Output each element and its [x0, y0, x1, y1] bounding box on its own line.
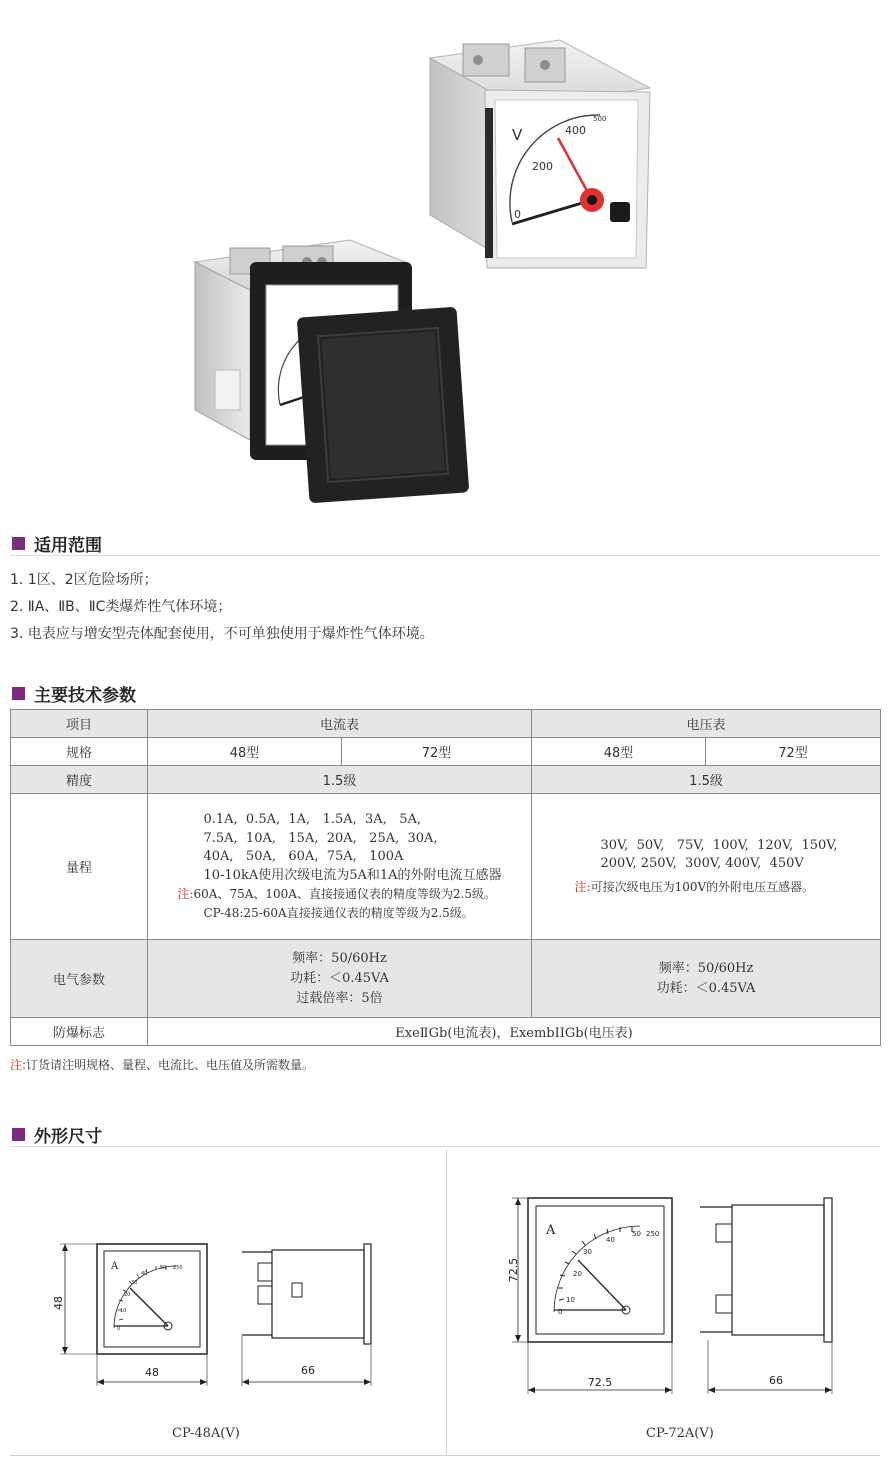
cp48-unit: A [111, 1261, 119, 1272]
row-label-electric: 电气参数 [11, 940, 148, 1018]
dims-section-header [10, 1121, 880, 1147]
cp72-width-label: 72.5 [587, 1376, 613, 1389]
scope-item: 3. 电表应与增安型壳体配套使用，不可单独使用于爆炸性气体环境。 [10, 626, 434, 642]
order-footnote-text: 订货请注明规格、量程、电流比、电压值及所需数量。 [26, 1058, 315, 1072]
dimension-drawings [10, 1150, 880, 1456]
cp72-scale-10: 10 [566, 1296, 575, 1304]
spec-cell: 72型 [342, 738, 532, 766]
range-current-line: 7.5A, 10A, 15A, 20A, 25A, 30A, [203, 830, 438, 846]
note-prefix: 注: [10, 1058, 27, 1072]
cp48-drawing [10, 1150, 446, 1455]
cp48-scale-250: 250 [173, 1265, 183, 1271]
range-current-line: 40A, 50A, 60A, 75A, 100A [203, 849, 404, 864]
scope-section-header [10, 530, 880, 556]
spec-cell: 72型 [706, 738, 881, 766]
cp72-unit: A [546, 1223, 556, 1238]
cp48-scale-40: 40 [141, 1271, 148, 1277]
cp48-scale-30: 30 [131, 1280, 138, 1286]
product-photo [0, 0, 890, 520]
section-marker-icon [12, 687, 25, 700]
electric-voltage-cell [532, 940, 881, 1018]
scope-item: 2. ⅡA、ⅡB、ⅡC类爆炸性气体环境； [10, 599, 232, 615]
small-meter-image [195, 240, 469, 503]
electric-current-line: 频率：50/60Hz [292, 950, 387, 966]
range-current-line: 10-10kA使用次级电流为5A和1A的外附电流互感器 [203, 867, 502, 883]
cp72-scale-0: 0 [558, 1308, 563, 1316]
cp48-scale-0: 0 [117, 1326, 121, 1332]
cp72-caption: CP-72A(V) [646, 1426, 714, 1441]
range-current-note-2: CP-48:25-60A直接接通仪表的精度等级为2.5级。 [203, 905, 474, 920]
range-current-note: 60A、75A、100A、直接接通仪表的精度等级为2.5级。 [193, 887, 497, 901]
note-prefix: 注: [574, 879, 591, 894]
range-voltage-line: 200V, 250V, 300V, 400V, 450V [600, 856, 804, 872]
electric-voltage-line: 功耗：＜0.45VA [656, 980, 756, 996]
spec-cell: 48型 [148, 738, 342, 766]
electric-current-line: 过载倍率：5倍 [296, 990, 383, 1006]
cp72-scale-40: 40 [606, 1236, 615, 1244]
cp72-drawing [446, 1150, 880, 1455]
table-row [11, 738, 881, 766]
section-marker-icon [12, 1128, 25, 1141]
cp72-scale-30: 30 [583, 1248, 592, 1256]
table-row [11, 1018, 881, 1046]
header-item: 项目 [11, 710, 148, 738]
cp48-width-label: 48 [145, 1366, 159, 1379]
large-meter-image [430, 40, 650, 268]
cp72-scale-50: 50 [632, 1230, 641, 1238]
scope-section-title: 适用范围 [34, 536, 102, 556]
range-voltage-cell [532, 794, 881, 940]
row-label-ex: 防爆标志 [11, 1018, 148, 1046]
large-meter-mark-200: 200 [532, 160, 553, 173]
spec-cell: 48型 [532, 738, 706, 766]
table-row [11, 794, 881, 940]
cp72-scale-250: 250 [646, 1230, 660, 1238]
table-row [11, 940, 881, 1018]
large-meter-unit: V [512, 126, 523, 144]
range-current-cell [148, 794, 532, 940]
range-current-line: 0.1A, 0.5A, 1A, 1.5A, 3A, 5A, [203, 812, 422, 827]
cp48-height-label: 48 [52, 1296, 65, 1310]
electric-current-line: 功耗：＜0.45VA [290, 970, 389, 986]
table-row [11, 710, 881, 738]
cp48-scale-50: 50 [160, 1265, 167, 1271]
cp48-scale-20: 20 [124, 1292, 131, 1298]
large-meter-mark-400: 400 [565, 124, 586, 137]
large-meter-mark-500: 500 [593, 115, 607, 123]
electric-voltage-line: 频率：50/60Hz [658, 960, 754, 976]
order-footnote [10, 1056, 314, 1073]
scope-item: 1. 1区、2区危险场所； [10, 572, 158, 588]
dims-section-title: 外形尺寸 [34, 1127, 102, 1147]
range-voltage-note: 可接次级电压为100V的外附电压互感器。 [590, 879, 815, 894]
cp48-depth-label: 66 [301, 1364, 315, 1377]
cp48-scale-10: 10 [120, 1308, 127, 1314]
divider [10, 1455, 880, 1456]
cp48-caption: CP-48A(V) [172, 1426, 240, 1441]
range-voltage-line: 30V, 50V, 75V, 100V, 120V, 150V, [600, 837, 838, 853]
accuracy-current: 1.5级 [148, 766, 532, 794]
spec-table [10, 709, 881, 1046]
header-voltage-meter: 电压表 [532, 710, 881, 738]
cp72-scale-20: 20 [573, 1270, 582, 1278]
params-section-header [10, 680, 880, 706]
row-label-accuracy: 精度 [11, 766, 148, 794]
row-label-range: 量程 [11, 794, 148, 940]
ex-mark: ExeⅡGb(电流表)，ExembIIGb(电压表) [148, 1018, 881, 1046]
cp72-depth-label: 66 [769, 1374, 783, 1387]
table-row [11, 766, 881, 794]
note-prefix: 注: [177, 887, 194, 901]
row-label-spec: 规格 [11, 738, 148, 766]
section-marker-icon [12, 537, 25, 550]
accuracy-voltage: 1.5级 [532, 766, 881, 794]
params-section-title: 主要技术参数 [34, 686, 136, 706]
cp72-height-label: 72.5 [507, 1257, 520, 1283]
large-meter-mark-0: 0 [514, 208, 521, 221]
scope-list [10, 567, 880, 648]
electric-current-cell [148, 940, 532, 1018]
header-current-meter: 电流表 [148, 710, 532, 738]
